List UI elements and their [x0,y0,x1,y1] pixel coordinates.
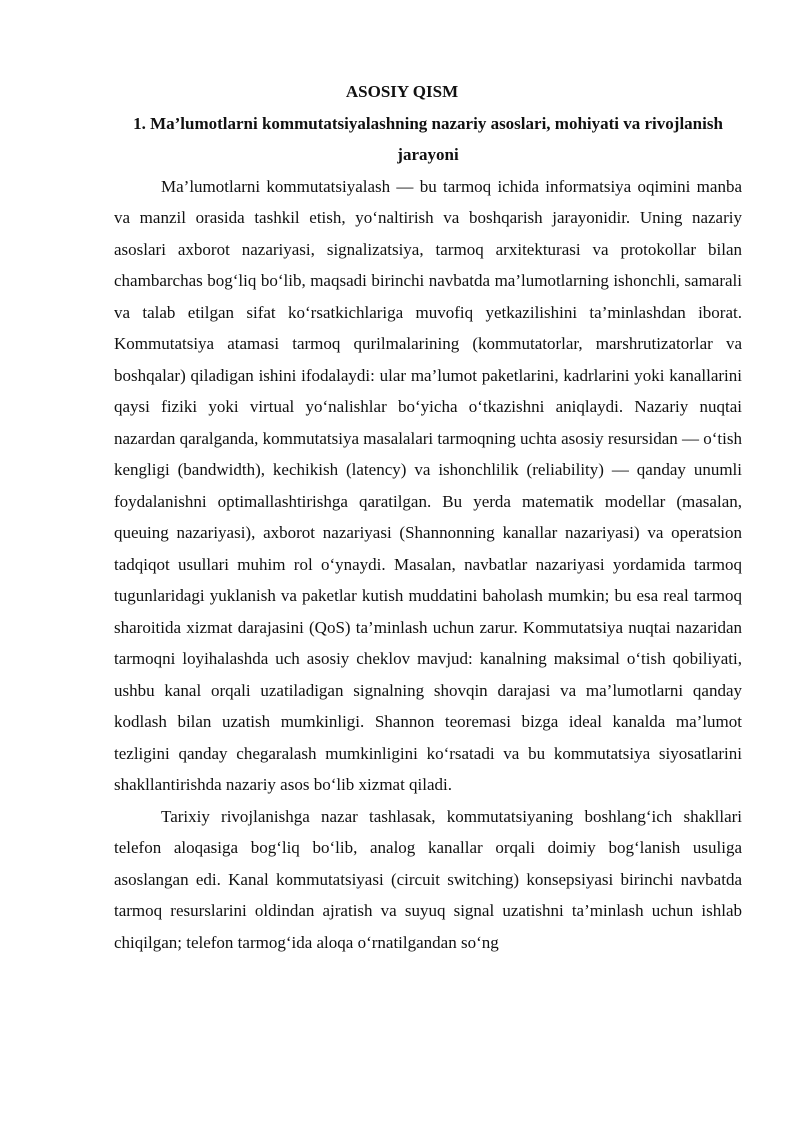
section-title: ASOSIY QISM [345,82,459,101]
chapter-title: 1. Ma’lumotlarni kommutatsiyalashning nazariy asoslari, mohiyati va rivojlanish jarayoni [133,113,723,164]
body-paragraph-2: Tarixiy rivojlanishga nazar tashlasak, kommutatsiyaning boshlang‘ich shakllari telefon aloqasiga bog‘liq bo‘lib, analog kanallar orqali doimiy bog‘lanish usuliga asoslangan edi. Kanal kommutatsiyasi (circuit switching) konsepsiyasi birinchi navbatda tarmoq resurslarini oldindan ajratish va suyuq signal uzatishni ta’minlash uchun ishlab chiqilgan; telefon tarmog‘ida aloqa o‘rnatilgandan so‘ng [114,806,742,952]
body-paragraph-1: Ma’lumotlarni kommutatsiyalash — bu tarmoq ichida informatsiya oqimini manba va manzil orasida tashkil etish, yo‘naltirish va boshqarish jarayonidir. Uning nazariy asoslari axborot nazariyasi, signalizatsiya, tarmoq arxitekturasi va protokollar bilan chambarchas bog‘liq bo‘lib, maqsadi birinchi navbatda ma’lumotlarning ishonchli, samarali va talab etilgan sifat ko‘rsatkichlariga muvofiq yetkazilishini ta’minlashdan iborat. Kommutatsiya atamasi tarmoq qurilmalarining (kommutatorlar, marshrutizatorlar va boshqalar) qiladigan ishini ifodalaydi: ular ma’lumot paketlarini, kadrlarini yoki kanallarini qaysi fiziki yoki virtual yo‘nalishlar bo‘yicha o‘tkazishni aniqlaydi. Nazariy nuqtai nazardan qaralganda, kommutatsiya masalalari tarmoqning uchta asosiy resursidan — o‘tish kengligi (bandwidth), kechikish (latency) va ishonchlilik (reliability) — qanday unumli foydalanishni optimallashtirishga qaratilgan. Bu yerda matematik modellar (masalan, queuing nazariyasi), axborot nazariyasi (Shannonning kanallar nazariyasi) va operatsion tadqiqot usullari muhim rol o‘ynaydi. Masalan, navbatlar nazariyasi yordamida tarmoq tugunlaridagi yuklanish va paketlar kutish muddatini baholash mumkin; bu esa real tarmoq sharoitida xizmat darajasini (QoS) ta’minlash uchun zarur. Kommutatsiya nuqtai nazaridan tarmoqni loyihalashda uch asosiy cheklov mavjud: kanalning maksimal o‘tish qobiliyati, ushbu kanal orqali uzatiladigan signalning shovqin darajasi va ma’lumotlarni qanday kodlash bilan uzatish mumkinligi. Shannon teoremasi bizga ideal kanalda ma’lumot tezligini qanday chegaralash mumkinligini ko‘rsatadi va bu kommutatsiya siyosatlarini shakllantirishda nazariy asos bo‘lib xizmat qiladi. [114,176,742,794]
